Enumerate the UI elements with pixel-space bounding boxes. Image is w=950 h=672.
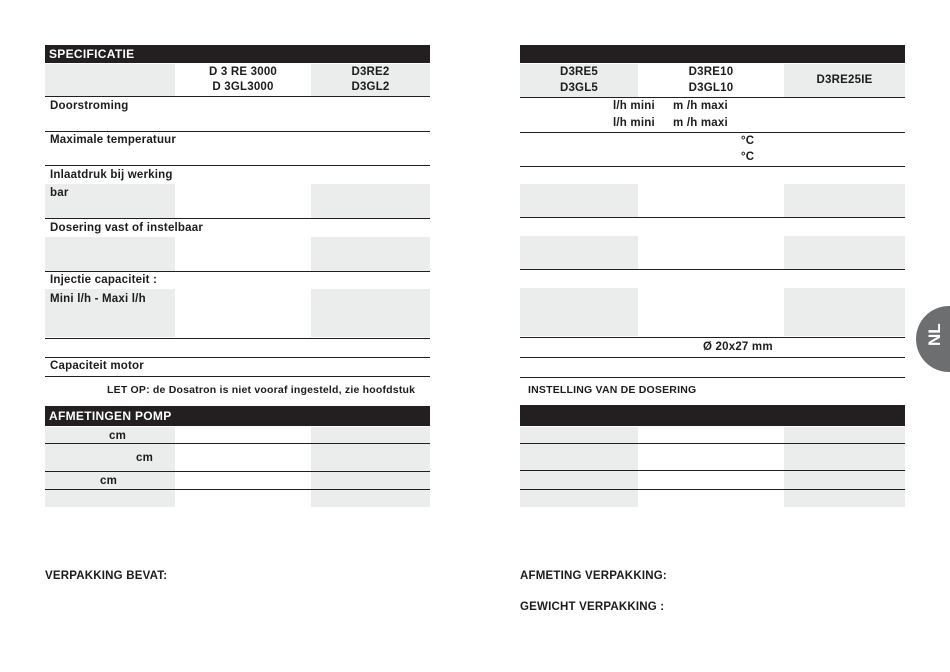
label-doorstroming: Doorstroming	[50, 100, 129, 112]
dimensions-header-bar	[45, 406, 430, 426]
model-d3gl10: D3GL10	[688, 82, 734, 94]
verpakking-bevat: VERPAKKING BEVAT:	[45, 570, 168, 582]
label-dosering: Dosering vast of instelbaar	[50, 222, 204, 234]
divider	[520, 489, 905, 490]
flow-maxi-1: m /h maxi	[673, 100, 728, 112]
flow-maxi-2: m /h maxi	[673, 117, 728, 129]
label-bar: bar	[50, 187, 69, 199]
label-mini-maxi: Mini l/h - Maxi l/h	[50, 293, 146, 305]
shade-bar-3	[311, 184, 430, 218]
divider	[45, 96, 430, 97]
instelling-dosering: INSTELLING VAN DE DOSERING	[528, 384, 697, 396]
model-d3re10: D3RE10	[688, 66, 734, 78]
divider	[520, 377, 905, 378]
r-shade-inj-1	[520, 288, 638, 336]
model-d3re5: D3RE5	[559, 66, 599, 78]
r-shade-dos-1	[520, 236, 638, 269]
spec-header-title: SPECIFICATIE	[49, 47, 135, 61]
divider	[520, 443, 905, 444]
divider	[45, 443, 430, 444]
label-inlaatdruk: Inlaatdruk bij werking	[50, 169, 173, 181]
label-max-temperatuur: Maximale temperatuur	[50, 134, 177, 146]
right-header-bar	[520, 45, 905, 63]
degrees-1: °C	[741, 135, 755, 147]
divider	[520, 132, 905, 133]
shade-dos-3	[311, 237, 430, 271]
divider	[45, 338, 430, 339]
divider	[520, 217, 905, 218]
divider	[45, 489, 430, 490]
flow-mini-1: l/h mini	[613, 100, 655, 112]
note-let-op: LET OP: de Dosatron is niet vooraf ingesteld, zie hoofdstuk	[107, 384, 416, 396]
spec-header-bar	[45, 45, 430, 63]
label-injectie: Injectie capaciteit :	[50, 274, 158, 286]
gewicht-verpakking: GEWICHT VERPAKKING :	[520, 601, 665, 613]
r-shade-dos-3	[784, 236, 905, 269]
model-d3re3000: D 3 RE 3000	[208, 66, 278, 78]
shade-dos-1	[45, 237, 175, 271]
model-d3re25ie: D3RE25IE	[816, 74, 873, 86]
dim-shade-3	[311, 427, 430, 507]
divider	[45, 471, 430, 472]
degrees-2: °C	[741, 151, 755, 163]
model-d3re2: D3RE2	[351, 66, 390, 78]
divider	[45, 271, 430, 272]
divider	[45, 165, 430, 166]
model-d3gl2: D3GL2	[351, 81, 390, 93]
divider	[520, 166, 905, 167]
language-tab-label: NL	[925, 323, 944, 346]
divider	[45, 357, 430, 358]
divider	[520, 337, 905, 338]
r-shade-bar-3	[784, 184, 905, 217]
dim-unit-1: cm	[109, 430, 127, 442]
afmeting-verpakking: AFMETING VERPAKKING:	[520, 570, 667, 582]
dimensions-header-title: AFMETINGEN POMP	[49, 409, 172, 423]
model-d3gl5: D3GL5	[559, 82, 599, 94]
divider	[520, 97, 905, 98]
divider	[45, 376, 430, 377]
diameter-value: Ø 20x27 mm	[703, 341, 773, 353]
dim-unit-3: cm	[100, 475, 118, 487]
label-capaciteit-motor: Capaciteit motor	[50, 360, 144, 372]
r-shade-inj-3	[784, 288, 905, 336]
divider	[520, 470, 905, 471]
r-shade-bar-1	[520, 184, 638, 217]
header-cell-1	[45, 64, 175, 97]
divider	[45, 131, 430, 132]
shade-inj-3	[311, 289, 430, 337]
dim-unit-2: cm	[136, 452, 154, 464]
divider	[45, 218, 430, 219]
right-dim-header-bar	[520, 405, 905, 426]
divider	[520, 269, 905, 270]
r-dim-shade-1	[520, 427, 638, 507]
flow-mini-2: l/h mini	[613, 117, 655, 129]
divider	[520, 357, 905, 358]
model-d3gl3000: D 3GL3000	[212, 81, 274, 93]
r-dim-shade-3	[784, 427, 905, 507]
